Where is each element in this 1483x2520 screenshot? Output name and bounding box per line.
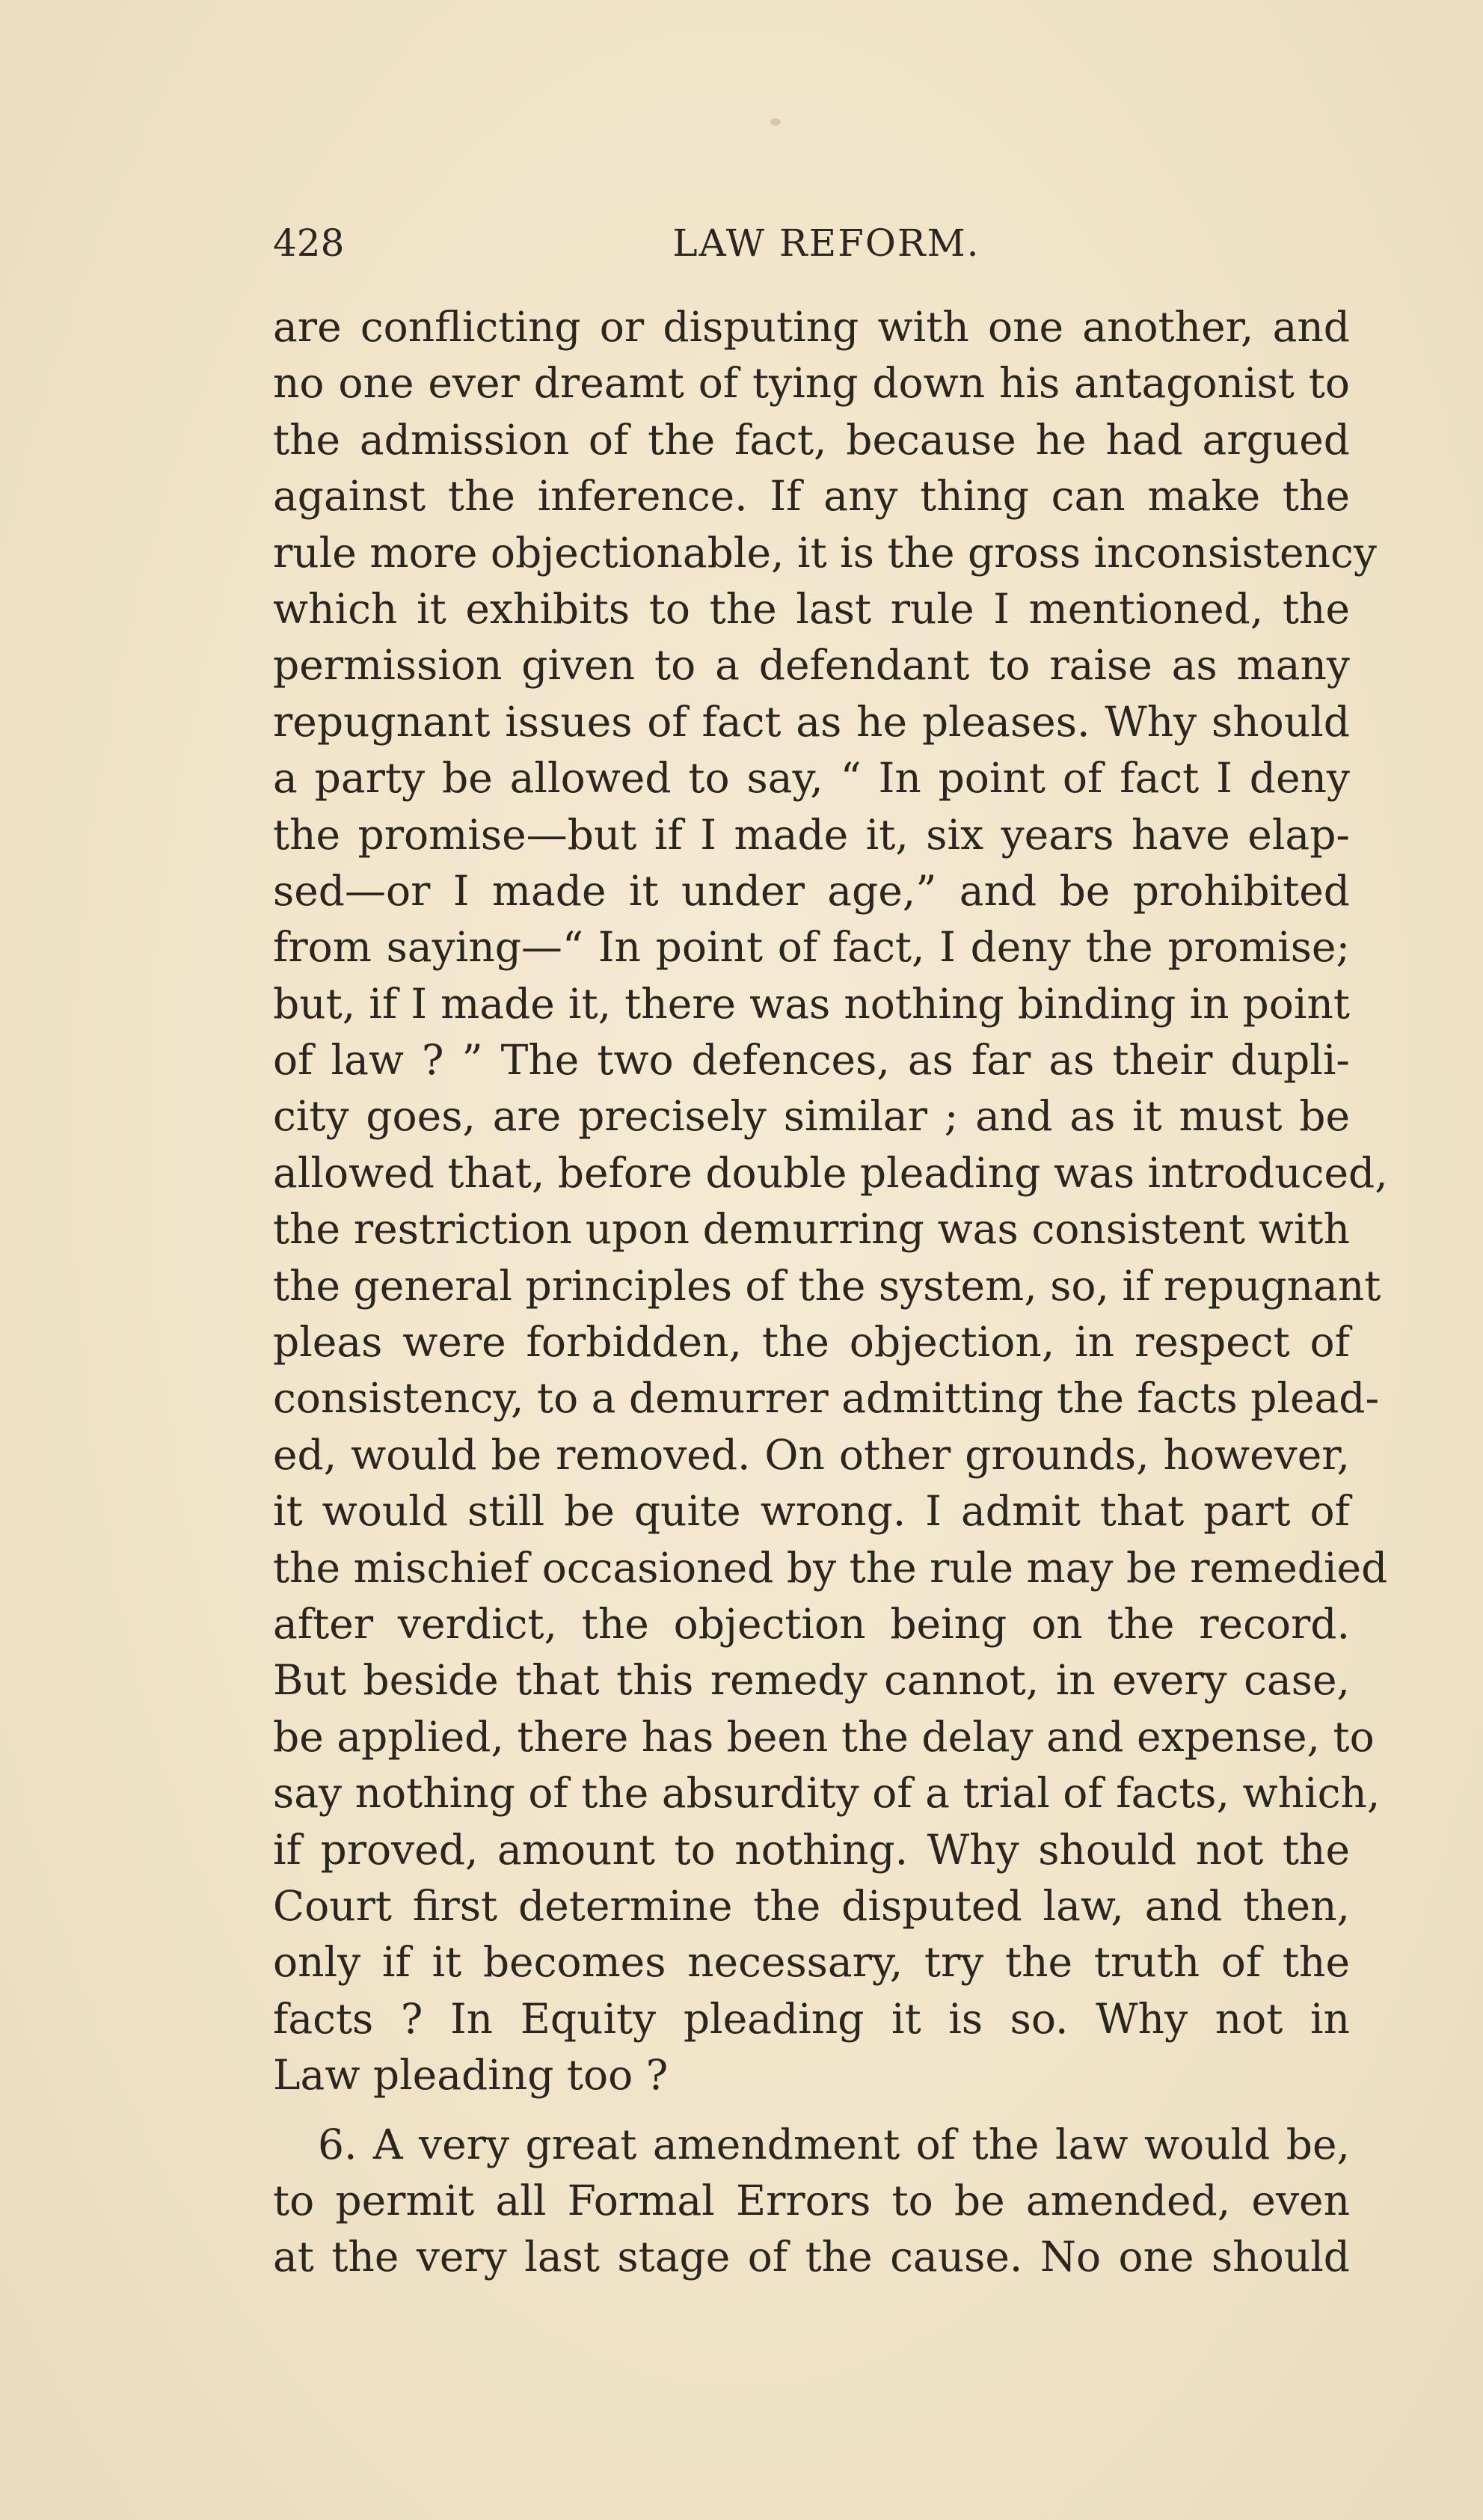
text-line: say nothing of the absurdity of a trial of facts, which,	[273, 1769, 1381, 1818]
paragraph	[273, 299, 1388, 2104]
text-line: are conflicting or disputing with one another, and	[273, 303, 1350, 351]
text-line: the admission of the fact, because he had argued	[273, 415, 1350, 464]
text-line: it would still be quite wrong. I admit that part of	[273, 1487, 1350, 1536]
text-line: permission given to a defendant to raise as many	[273, 641, 1350, 690]
text-line: be applied, there has been the delay and expense, to	[273, 1712, 1375, 1761]
text-line: against the inference. If any thing can make the	[273, 472, 1350, 521]
text-line: if proved, amount to nothing. Why should not the	[273, 1825, 1350, 1874]
text-line: the general principles of the system, so, if repugnant	[273, 1261, 1381, 1310]
text-line: allowed that, before double pleading was introduced,	[273, 1148, 1388, 1197]
text-line: Court first determine the disputed law, and then,	[273, 1881, 1350, 1930]
text-line: a party be allowed to say, “ In point of fact I deny	[273, 754, 1350, 803]
text-line: only if it becomes necessary, try the truth of the	[273, 1938, 1350, 1987]
paragraph-gap	[273, 2104, 1350, 2117]
text-line: ed, would be removed. On other grounds, however,	[273, 1430, 1350, 1479]
text-line: But beside that this remedy cannot, in every case,	[273, 1656, 1350, 1705]
text-line: the promise—but if I made it, six years have elap-	[273, 810, 1350, 859]
text-line: consistency, to a demurrer admitting the facts plead-	[273, 1374, 1380, 1423]
text-line: which it exhibits to the last rule I mentioned, the	[273, 584, 1350, 633]
text-line: 6. A very great amendment of the law would be,	[318, 2120, 1350, 2168]
text-line: at the very last stage of the cause. No one should	[273, 2233, 1350, 2281]
text-line: facts ? In Equity pleading it is so. Why not in	[273, 1994, 1350, 2043]
text-line: Law pleading too ?	[273, 2051, 669, 2100]
page-header	[273, 217, 1350, 269]
text-line: pleas were forbidden, the objection, in respect of	[273, 1318, 1350, 1367]
text-line: from saying—“ In point of fact, I deny the promise;	[273, 923, 1350, 972]
text-line: of law ? ” The two defences, as far as their dupli-	[273, 1036, 1350, 1085]
text-line: city goes, are precisely similar ; and as it must be	[273, 1092, 1350, 1141]
paragraph	[273, 2117, 1350, 2286]
text-line: but, if I made it, there was nothing binding in point	[273, 979, 1350, 1028]
text-line: the restriction upon demurring was consistent with	[273, 1205, 1350, 1254]
page-number: 428	[273, 221, 345, 265]
text-line: rule more objectionable, it is the gross inconsistency	[273, 528, 1377, 577]
paper-spot	[770, 118, 781, 126]
body-text	[273, 299, 1388, 2286]
text-line: the mischief occasioned by the rule may be remedied	[273, 1543, 1388, 1592]
text-line: after verdict, the objection being on the record.	[273, 1599, 1350, 1648]
text-line: repugnant issues of fact as he pleases. Why should	[273, 697, 1350, 746]
text-line: to permit all Formal Errors to be amended, even	[273, 2176, 1350, 2225]
running-head: LAW REFORM.	[672, 221, 980, 265]
text-line: no one ever dreamt of tying down his antagonist to	[273, 359, 1350, 408]
text-line: sed—or I made it under age,” and be prohibited	[273, 866, 1350, 915]
